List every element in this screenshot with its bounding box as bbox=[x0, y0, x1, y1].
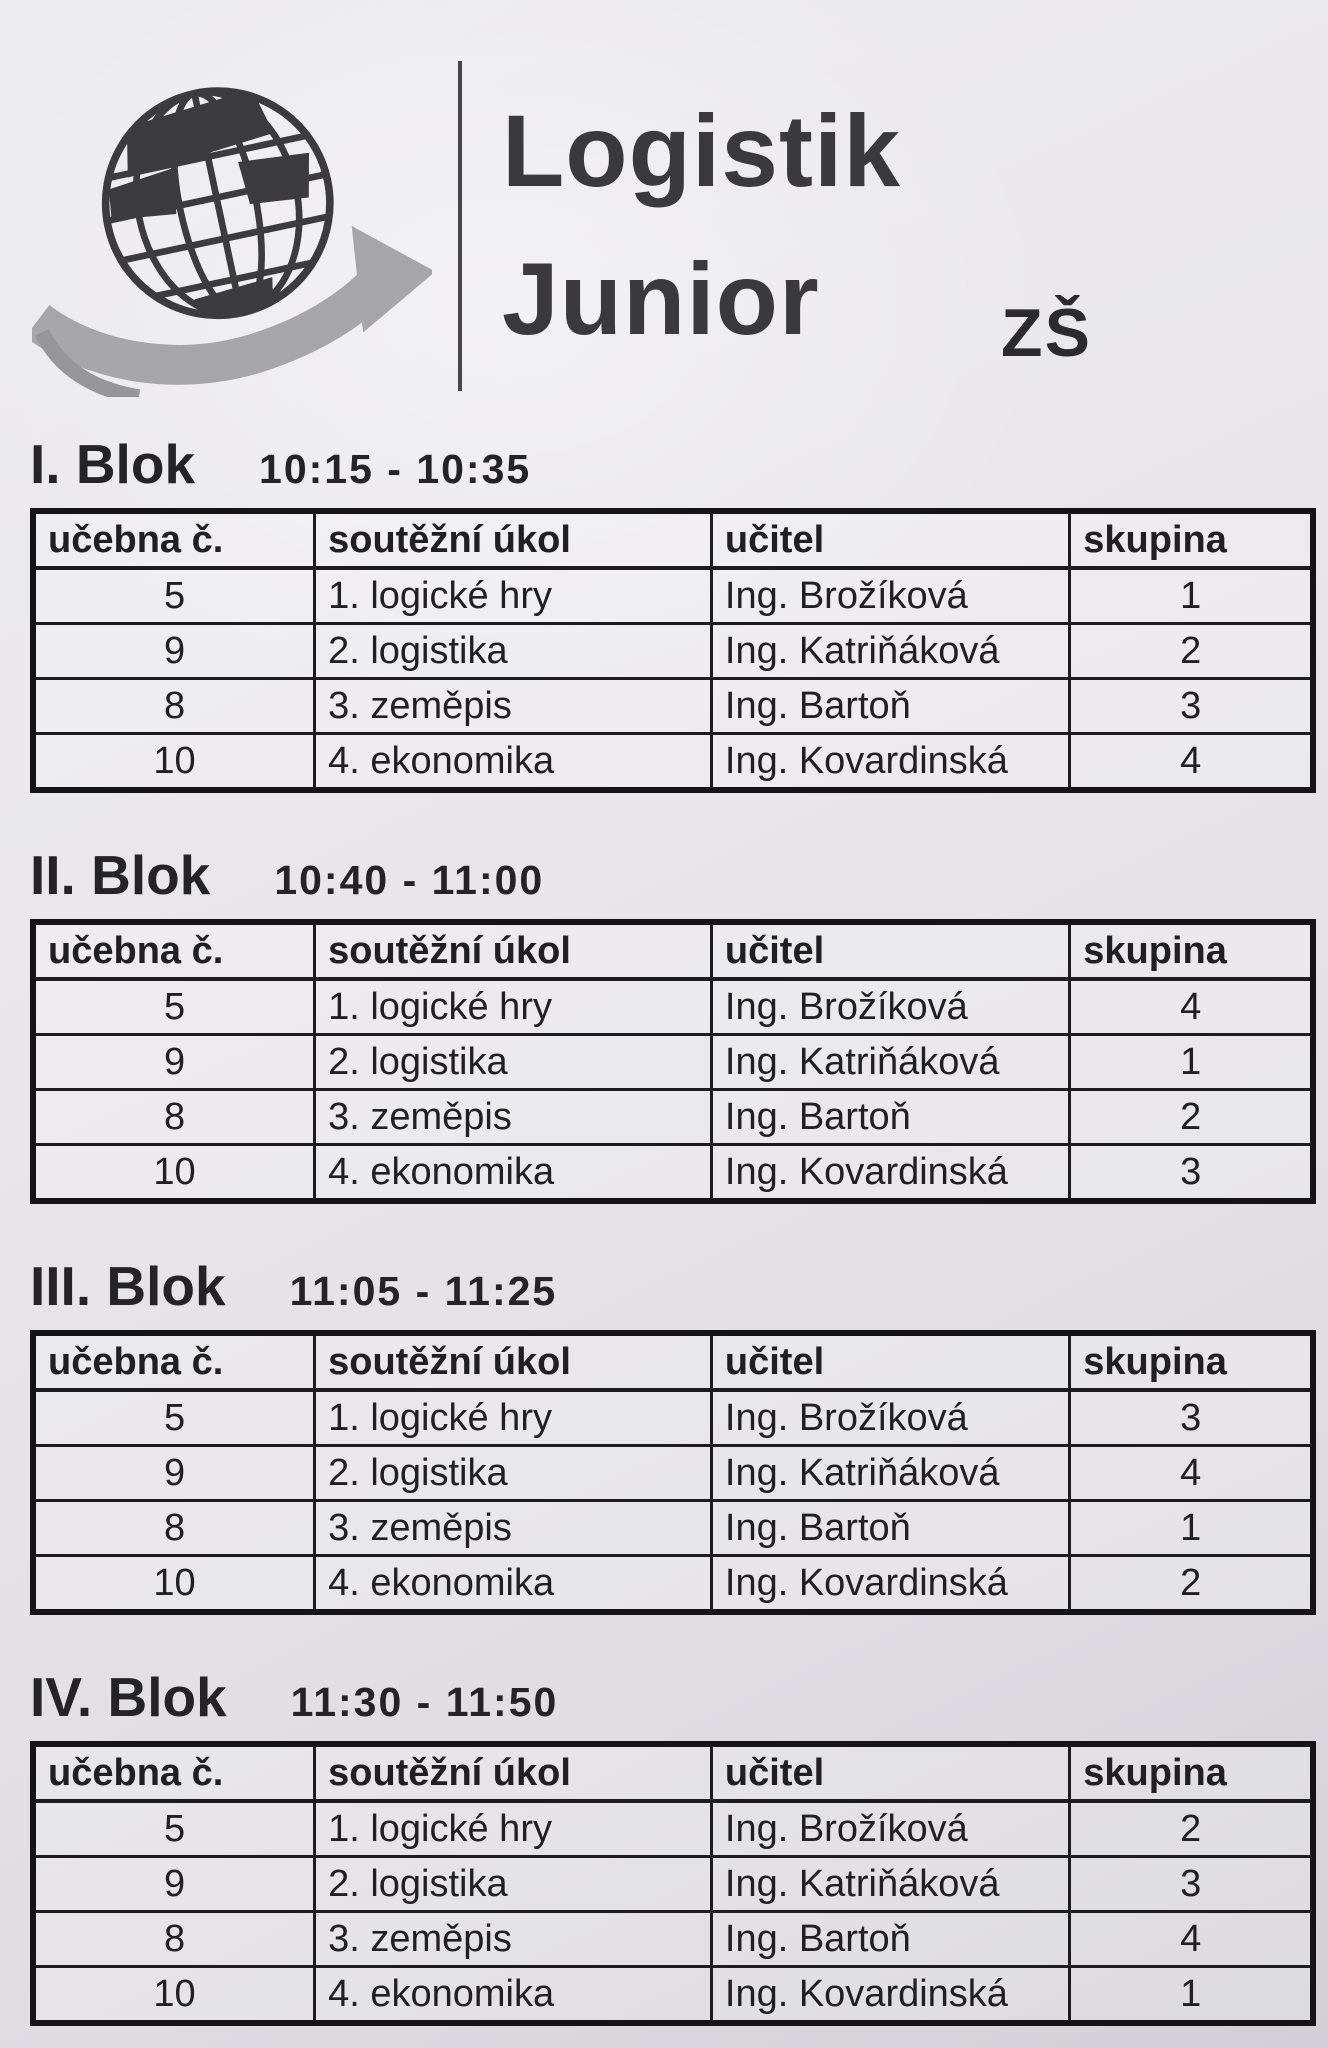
room-cell: 5 bbox=[33, 979, 315, 1035]
col-header-task: soutěžní úkol bbox=[315, 922, 712, 979]
teacher-cell: Ing. Katriňáková bbox=[711, 624, 1069, 679]
block-time: 10:15 - 10:35 bbox=[259, 446, 532, 492]
room-cell: 8 bbox=[33, 1912, 315, 1967]
group-cell: 1 bbox=[1070, 1035, 1313, 1090]
table-row bbox=[33, 1556, 1313, 1613]
block-name: III. Blok bbox=[30, 1255, 226, 1317]
block-name: I. Blok bbox=[30, 433, 196, 495]
room-cell: 9 bbox=[33, 1857, 315, 1912]
table-row bbox=[33, 979, 1313, 1035]
task-cell: 2. logistika bbox=[315, 1857, 712, 1912]
group-cell: 2 bbox=[1070, 1090, 1313, 1145]
room-cell: 9 bbox=[33, 1035, 315, 1090]
col-header-room: učebna č. bbox=[33, 1744, 315, 1801]
table-row bbox=[33, 1967, 1313, 2024]
room-cell: 8 bbox=[33, 679, 315, 734]
task-cell: 4. ekonomika bbox=[315, 734, 712, 791]
group-cell: 1 bbox=[1070, 1501, 1313, 1556]
col-header-task: soutěžní úkol bbox=[315, 511, 712, 568]
teacher-cell: Ing. Kovardinská bbox=[711, 1145, 1069, 1202]
col-header-teacher: učitel bbox=[711, 1744, 1069, 1801]
room-cell: 5 bbox=[33, 568, 315, 624]
group-cell: 4 bbox=[1070, 1446, 1313, 1501]
group-cell: 1 bbox=[1070, 568, 1313, 624]
teacher-cell: Ing. Kovardinská bbox=[711, 734, 1069, 791]
task-cell: 4. ekonomika bbox=[315, 1556, 712, 1613]
col-header-teacher: učitel bbox=[711, 1333, 1069, 1390]
schedule-table-2 bbox=[30, 919, 1316, 1204]
brand-line1: Logistik bbox=[502, 94, 902, 209]
teacher-cell: Ing. Katriňáková bbox=[711, 1446, 1069, 1501]
school-type-label: ZŠ bbox=[1001, 295, 1092, 371]
room-cell: 10 bbox=[33, 1145, 315, 1202]
schedule-table-1 bbox=[30, 508, 1316, 793]
header-row bbox=[33, 922, 1313, 979]
teacher-cell: Ing. Bartoň bbox=[711, 679, 1069, 734]
schedule-table-4 bbox=[30, 1741, 1316, 2026]
block-heading bbox=[30, 432, 1314, 496]
schedule-table-3 bbox=[30, 1330, 1316, 1615]
group-cell: 2 bbox=[1070, 624, 1313, 679]
table-row bbox=[33, 1501, 1313, 1556]
col-header-task: soutěžní úkol bbox=[315, 1333, 712, 1390]
group-cell: 2 bbox=[1070, 1801, 1313, 1857]
table-row bbox=[33, 624, 1313, 679]
room-cell: 10 bbox=[33, 734, 315, 791]
teacher-cell: Ing. Bartoň bbox=[711, 1090, 1069, 1145]
teacher-cell: Ing. Brožíková bbox=[711, 1801, 1069, 1857]
room-cell: 8 bbox=[33, 1501, 315, 1556]
col-header-group: skupina bbox=[1070, 1333, 1313, 1390]
col-header-group: skupina bbox=[1070, 511, 1313, 568]
block-section-2 bbox=[16, 843, 1314, 1204]
group-cell: 1 bbox=[1070, 1967, 1313, 2024]
table-row bbox=[33, 1390, 1313, 1446]
table-row bbox=[33, 679, 1313, 734]
col-header-teacher: učitel bbox=[711, 922, 1069, 979]
block-section-3 bbox=[16, 1254, 1314, 1615]
table-row bbox=[33, 568, 1313, 624]
room-cell: 10 bbox=[33, 1967, 315, 2024]
block-heading bbox=[30, 1254, 1314, 1318]
table-row bbox=[33, 1035, 1313, 1090]
teacher-cell: Ing. Bartoň bbox=[711, 1501, 1069, 1556]
group-cell: 4 bbox=[1070, 1912, 1313, 1967]
group-cell: 4 bbox=[1070, 734, 1313, 791]
table-row bbox=[33, 1912, 1313, 1967]
table-row bbox=[33, 1857, 1313, 1912]
room-cell: 8 bbox=[33, 1090, 315, 1145]
task-cell: 2. logistika bbox=[315, 1446, 712, 1501]
task-cell: 3. zeměpis bbox=[315, 679, 712, 734]
col-header-room: učebna č. bbox=[33, 922, 315, 979]
block-heading bbox=[30, 843, 1314, 907]
task-cell: 1. logické hry bbox=[315, 1801, 712, 1857]
task-cell: 4. ekonomika bbox=[315, 1967, 712, 2024]
block-time: 11:05 - 11:25 bbox=[289, 1268, 558, 1314]
task-cell: 3. zeměpis bbox=[315, 1090, 712, 1145]
col-header-room: učebna č. bbox=[33, 511, 315, 568]
teacher-cell: Ing. Kovardinská bbox=[711, 1967, 1069, 2024]
block-time: 11:30 - 11:50 bbox=[290, 1679, 559, 1725]
header-row bbox=[33, 1333, 1313, 1390]
col-header-task: soutěžní úkol bbox=[315, 1744, 712, 1801]
task-cell: 1. logické hry bbox=[315, 979, 712, 1035]
col-header-teacher: učitel bbox=[711, 511, 1069, 568]
group-cell: 3 bbox=[1070, 1390, 1313, 1446]
group-cell: 4 bbox=[1070, 979, 1313, 1035]
task-cell: 3. zeměpis bbox=[315, 1501, 712, 1556]
teacher-cell: Ing. Katriňáková bbox=[711, 1035, 1069, 1090]
task-cell: 3. zeměpis bbox=[315, 1912, 712, 1967]
teacher-cell: Ing. Bartoň bbox=[711, 1912, 1069, 1967]
table-row bbox=[33, 1801, 1313, 1857]
task-cell: 1. logické hry bbox=[315, 1390, 712, 1446]
table-row bbox=[33, 1090, 1313, 1145]
col-header-room: učebna č. bbox=[33, 1333, 315, 1390]
block-section-1 bbox=[16, 432, 1314, 793]
block-section-4 bbox=[16, 1665, 1314, 2026]
task-cell: 4. ekonomika bbox=[315, 1145, 712, 1202]
task-cell: 1. logické hry bbox=[315, 568, 712, 624]
group-cell: 2 bbox=[1070, 1556, 1313, 1613]
block-name: II. Blok bbox=[30, 844, 211, 906]
table-row bbox=[33, 734, 1313, 791]
room-cell: 5 bbox=[33, 1390, 315, 1446]
globe-arrow-logo bbox=[32, 55, 432, 397]
col-header-group: skupina bbox=[1070, 1744, 1313, 1801]
teacher-cell: Ing. Brožíková bbox=[711, 1390, 1069, 1446]
teacher-cell: Ing. Kovardinská bbox=[711, 1556, 1069, 1613]
logo-divider bbox=[458, 61, 462, 391]
logo-header bbox=[32, 46, 1314, 406]
col-header-group: skupina bbox=[1070, 922, 1313, 979]
room-cell: 9 bbox=[33, 1446, 315, 1501]
header-row bbox=[33, 1744, 1313, 1801]
room-cell: 9 bbox=[33, 624, 315, 679]
group-cell: 3 bbox=[1070, 1857, 1313, 1912]
brand-line2: Junior bbox=[502, 242, 820, 356]
block-time: 10:40 - 11:00 bbox=[274, 857, 545, 903]
task-cell: 2. logistika bbox=[315, 1035, 712, 1090]
table-row bbox=[33, 1145, 1313, 1202]
header-row bbox=[33, 511, 1313, 568]
teacher-cell: Ing. Brožíková bbox=[711, 979, 1069, 1035]
teacher-cell: Ing. Katriňáková bbox=[711, 1857, 1069, 1912]
group-cell: 3 bbox=[1070, 1145, 1313, 1202]
room-cell: 5 bbox=[33, 1801, 315, 1857]
task-cell: 2. logistika bbox=[315, 624, 712, 679]
table-row bbox=[33, 1446, 1313, 1501]
brand-title bbox=[502, 78, 901, 374]
room-cell: 10 bbox=[33, 1556, 315, 1613]
group-cell: 3 bbox=[1070, 679, 1313, 734]
teacher-cell: Ing. Brožíková bbox=[711, 568, 1069, 624]
block-heading bbox=[30, 1665, 1314, 1729]
block-name: IV. Blok bbox=[30, 1666, 227, 1728]
